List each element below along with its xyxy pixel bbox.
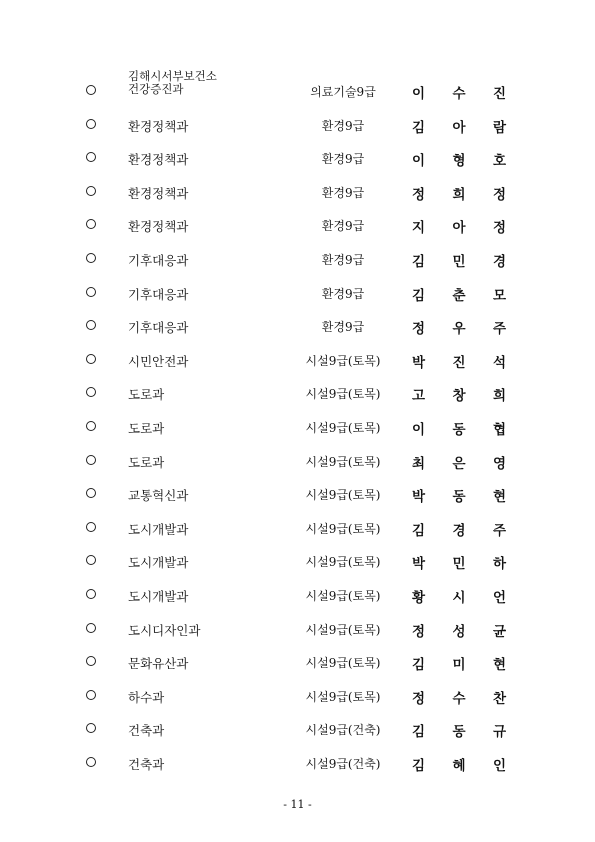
bullet-circle-icon <box>86 152 96 162</box>
list-item <box>0 412 595 442</box>
job-grade: 환경9급 <box>321 118 365 133</box>
job-grade: 환경9급 <box>321 253 365 267</box>
bullet-circle-icon <box>86 690 96 700</box>
list-item <box>0 614 595 644</box>
department: 기후대응과 <box>128 253 189 268</box>
bullet-circle-icon <box>86 387 96 397</box>
department: 건축과 <box>128 757 165 772</box>
bullet-circle-icon <box>86 555 96 565</box>
person-name: 김 민 경 <box>412 254 506 270</box>
job-grade: 시설9급(토목) <box>305 555 381 570</box>
department: 환경정책과 <box>128 152 189 168</box>
bullet-circle-icon <box>86 253 96 263</box>
bullet-circle-icon <box>86 656 96 666</box>
department: 교통혁신과 <box>128 488 189 504</box>
department: 환경정책과 <box>128 219 189 235</box>
department: 기후대응과 <box>128 286 189 302</box>
bullet-circle-icon <box>86 757 96 767</box>
department: 김해시서부보건소 건강증진과 <box>128 69 217 96</box>
job-grade: 의료기술9급 <box>310 85 376 99</box>
list-item <box>0 278 595 308</box>
list-item <box>0 681 595 711</box>
department: 도시개발과 <box>128 589 189 604</box>
department: 건축과 <box>128 723 165 739</box>
job-grade: 시설9급(토목) <box>305 589 381 603</box>
bullet-circle-icon <box>86 354 96 364</box>
department: 도로과 <box>128 421 165 436</box>
person-name: 정 성 균 <box>412 623 506 640</box>
page-number: - 11 - <box>283 798 312 811</box>
person-name: 김 동 규 <box>412 724 506 741</box>
person-name: 박 진 석 <box>412 354 506 371</box>
department: 도시디자인과 <box>128 622 201 638</box>
department: 도시개발과 <box>128 555 189 571</box>
bullet-circle-icon <box>86 455 96 465</box>
person-name: 지 아 정 <box>412 220 506 237</box>
department: 시민안전과 <box>128 353 189 369</box>
department: 도로과 <box>128 454 165 470</box>
person-name: 정 희 정 <box>412 186 506 203</box>
person-name: 김 미 현 <box>412 657 506 674</box>
list-item <box>0 580 595 610</box>
job-grade: 환경9급 <box>321 219 365 234</box>
bullet-circle-icon <box>86 623 96 633</box>
person-name: 김 춘 모 <box>412 287 506 304</box>
bullet-circle-icon <box>86 522 96 532</box>
person-name: 김 아 람 <box>412 119 506 136</box>
bullet-circle-icon <box>86 320 96 330</box>
department: 환경정책과 <box>128 118 189 134</box>
job-grade: 시설9급(토목) <box>305 656 381 671</box>
person-name: 박 동 현 <box>412 489 506 506</box>
bullet-circle-icon <box>86 589 96 599</box>
bullet-circle-icon <box>86 488 96 498</box>
list-item <box>0 177 595 207</box>
list-item <box>0 546 595 576</box>
job-grade: 시설9급(토목) <box>305 454 381 469</box>
person-name: 박 민 하 <box>412 556 506 573</box>
list-item <box>0 210 595 240</box>
person-name: 김 혜 인 <box>412 758 506 774</box>
list-item <box>0 69 595 106</box>
list-item <box>0 714 595 744</box>
job-grade: 시설9급(토목) <box>305 387 381 402</box>
job-grade: 시설9급(건축) <box>305 757 381 771</box>
bullet-circle-icon <box>86 186 96 196</box>
list-item <box>0 143 595 173</box>
department: 문화유산과 <box>128 656 189 672</box>
list-item <box>0 479 595 509</box>
bullet-circle-icon <box>86 421 96 431</box>
bullet-circle-icon <box>86 85 96 95</box>
person-name: 김 경 주 <box>412 522 506 539</box>
list-item <box>0 748 595 778</box>
job-grade: 환경9급 <box>321 185 365 200</box>
person-name: 정 수 찬 <box>412 690 506 707</box>
job-grade: 환경9급 <box>321 320 365 335</box>
job-grade: 시설9급(토목) <box>305 353 381 368</box>
department: 환경정책과 <box>128 185 189 201</box>
job-grade: 시설9급(토목) <box>305 622 381 637</box>
list-item <box>0 647 595 677</box>
bullet-circle-icon <box>86 723 96 733</box>
person-name: 정 우 주 <box>412 321 506 338</box>
bullet-circle-icon <box>86 119 96 129</box>
department: 도로과 <box>128 387 165 403</box>
list-item <box>0 345 595 375</box>
job-grade: 시설9급(토목) <box>305 421 381 435</box>
bullet-circle-icon <box>86 219 96 229</box>
list-item <box>0 110 595 140</box>
department: 하수과 <box>128 689 165 705</box>
job-grade: 환경9급 <box>321 152 365 167</box>
person-name: 최 은 영 <box>412 455 506 472</box>
person-name: 이 동 협 <box>412 422 506 438</box>
person-name: 황 시 언 <box>412 590 506 606</box>
bullet-circle-icon <box>86 287 96 297</box>
person-name: 고 창 희 <box>412 388 506 405</box>
person-name: 이 형 호 <box>412 153 506 170</box>
list-item <box>0 446 595 476</box>
job-grade: 시설9급(건축) <box>305 723 381 738</box>
person-name: 이 수 진 <box>412 86 506 102</box>
list-item <box>0 378 595 408</box>
list-item <box>0 244 595 274</box>
department: 기후대응과 <box>128 320 189 336</box>
job-grade: 시설9급(토목) <box>305 521 381 536</box>
list-item <box>0 513 595 543</box>
list-item <box>0 311 595 341</box>
job-grade: 시설9급(토목) <box>305 488 381 503</box>
department: 도시개발과 <box>128 521 189 537</box>
job-grade: 환경9급 <box>321 286 365 301</box>
job-grade: 시설9급(토목) <box>305 689 381 704</box>
